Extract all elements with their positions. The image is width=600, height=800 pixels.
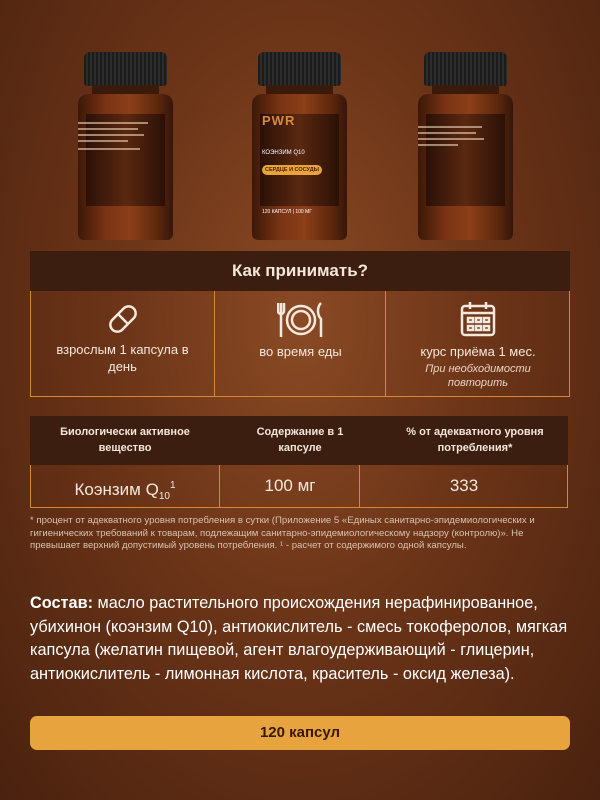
how-to-take-title: Как принимать? [30,251,570,291]
dose-column [31,291,214,396]
brand-logo: PWR [262,113,296,128]
table-header [30,416,568,465]
timing-column [214,291,386,396]
col-substance: Биологически активное вещество [60,426,190,454]
capsule-icon [103,299,143,344]
course-note: При необходимости повторить [425,363,531,389]
footnote: * процент от адекватного уровня потребления в сутки (Приложение 5 «Единых санитарно-эпидемиологических и гигиенических требований к товарам, подлежащим санитарно-эпидемиологическому надзору (контролю)». Не превышает верхний допустимый уровень потребления. ¹ - расчет от содержимого одной капсулы. [30,515,535,551]
cell-percent: 333 [359,465,568,507]
cell-amount: 100 мг [219,465,360,507]
product-bottles [0,0,600,250]
course-text: курс приёма 1 мес. [420,344,536,359]
composition [30,592,578,686]
capsule-count-badge: 120 капсул [30,716,570,750]
col-amount: Содержание в 1 капсуле [256,426,344,454]
bottle-right [418,52,513,240]
bottle-capsule-info: 120 КАПСУЛ | 100 МГ [262,209,312,215]
bottle-left [78,52,173,240]
bottle-product-name: КОЭНЗИМ Q10 [262,150,305,156]
cell-substance: Коэнзим $Q_{10}^1$ [74,480,176,502]
bottle-tag: СЕРДЦЕ И СОСУДЫ [262,165,322,175]
timing-text: во время еды [259,344,342,359]
how-to-take-box [30,291,570,397]
calendar-icon [458,299,498,344]
composition-text: масло растительного происхождения нерафинированное, убихинон (коэнзим Q10), антиокислитель - смесь токоферолов, мягкая капсула (желатин пищевой, агент влагоудерживающий - глицерин, антиокислитель - лимонная кислота, краситель - оксид железа). [30,594,568,683]
course-column [385,291,570,396]
col-percent: % от адекватного уровня потребления* [406,426,544,454]
plate-cutlery-icon [277,299,325,346]
dose-text: взрослым 1 капсула в день [56,342,189,374]
composition-label: Состав: [30,594,94,612]
table-row [30,465,568,508]
